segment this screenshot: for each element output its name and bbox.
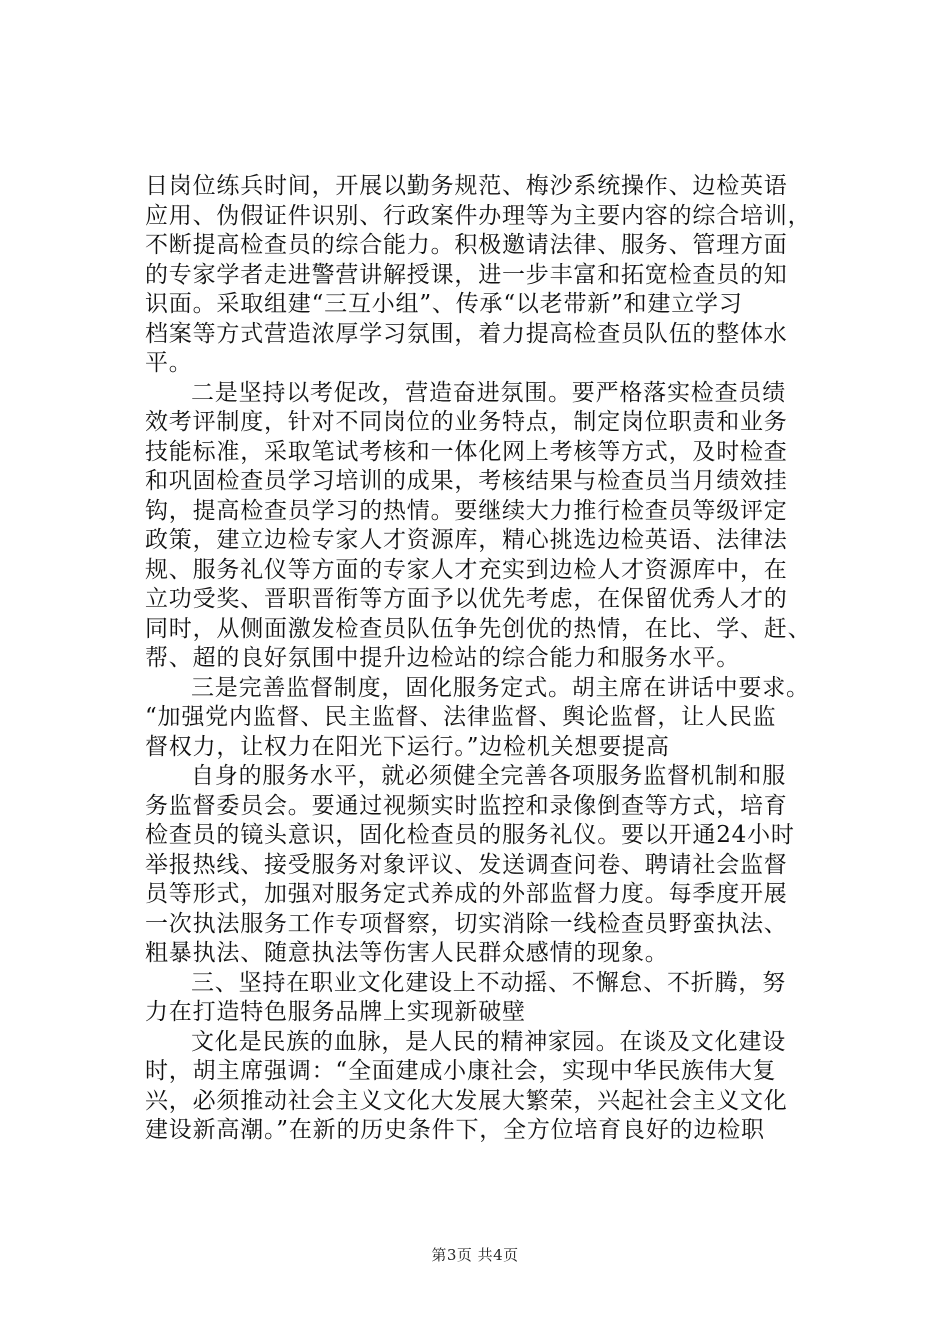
text-line: 立功受奖、晋职晋衔等方面予以优先考虑，在保留优秀人才的 — [145, 586, 788, 612]
text-line: 日岗位练兵时间，开展以勤务规范、梅沙系统操作、边检英语 — [145, 173, 788, 199]
paragraph-start-line: 自身的服务水平，就必须健全完善各项服务监督机制和服 — [191, 763, 786, 789]
text-line: 粗暴执法、随意执法等伤害人民群众感情的现象。 — [145, 940, 669, 966]
text-line: 举报热线、接受服务对象评议、发送调查问卷、聘请社会监督 — [145, 851, 788, 878]
text-line: 技能标准，采取笔试考核和一体化网上考核等方式，及时检查 — [145, 438, 788, 465]
text-line: 和巩固检查员学习培训的成果，考核结果与检查员当月绩效挂 — [145, 468, 788, 494]
text-line: 帮、超的良好氛围中提升边检站的综合能力和服务水平。 — [145, 645, 740, 671]
text-line: 一次执法服务工作专项督察，切实消除一线检查员野蛮执法、 — [145, 910, 788, 937]
text-line: 的专家学者走进警营讲解授课，进一步丰富和拓宽检查员的知 — [145, 261, 788, 288]
text-line: 政策，建立边检专家人才资源库，精心挑选边检英语、法律法 — [145, 527, 788, 553]
page-number: 第3页 共4页 — [431, 1246, 519, 1264]
text-line: 钩，提高检查员学习的热情。要继续大力推行检查员等级评定 — [145, 497, 788, 524]
text-line: 效考评制度，针对不同岗位的业务特点，制定岗位职责和业务 — [145, 409, 788, 435]
paragraph-start-line: 二是坚持以考促改，营造奋进氛围。要严格落实检查员绩 — [191, 379, 786, 406]
text-line: “加强党内监督、民主监督、法律监督、舆论监督，让人民监 — [145, 704, 777, 730]
paragraph-start-line: 文化是民族的血脉，是人民的精神家园。在谈及文化建设 — [191, 1028, 786, 1055]
text-line: 识面。采取组建“三互小组”、传承“以老带新”和建立学习 — [145, 291, 743, 317]
text-line: 检查员的镜头意识，固化检查员的服务礼仪。要以开通24小时 — [145, 822, 795, 848]
section-heading-line: 力在打造特色服务品牌上实现新破壁 — [145, 999, 526, 1025]
text-line: 务监督委员会。要通过视频实时监控和录像倒查等方式，培育 — [145, 792, 788, 819]
text-line: 应用、伪假证件识别、行政案件办理等为主要内容的综合培训， — [145, 202, 812, 229]
text-line: 平。 — [145, 350, 193, 376]
text-line: 不断提高检查员的综合能力。积极邀请法律、服务、管理方面 — [145, 232, 788, 258]
paragraph-start-line: 三是完善监督制度，固化服务定式。胡主席在讲话中要求。 — [191, 674, 810, 701]
text-line: 督权力，让权力在阳光下运行。”边检机关想要提高 — [145, 733, 670, 760]
text-line: 时，胡主席强调：“全面建成小康社会，实现中华民族伟大复 — [145, 1058, 777, 1084]
text-line: 员等形式，加强对服务定式养成的外部监督力度。每季度开展 — [145, 881, 788, 907]
document-body — [145, 172, 845, 1146]
text-line: 建设新高潮。”在新的历史条件下，全方位培育良好的边检职 — [145, 1117, 765, 1143]
text-line: 档案等方式营造浓厚学习氛围，着力提高检查员队伍的整体水 — [145, 320, 788, 347]
text-line: 规、服务礼仪等方面的专家人才充实到边检人才资源库中，在 — [145, 556, 788, 583]
page-footer — [0, 1244, 950, 1265]
text-line: 同时，从侧面激发检查员队伍争先创优的热情，在比、学、赶、 — [145, 615, 812, 642]
text-line: 兴，必须推动社会主义文化大发展大繁荣，兴起社会主义文化 — [145, 1087, 788, 1114]
section-heading-line: 三、坚持在职业文化建设上不动摇、不懈怠、不折腾，努 — [191, 969, 786, 996]
